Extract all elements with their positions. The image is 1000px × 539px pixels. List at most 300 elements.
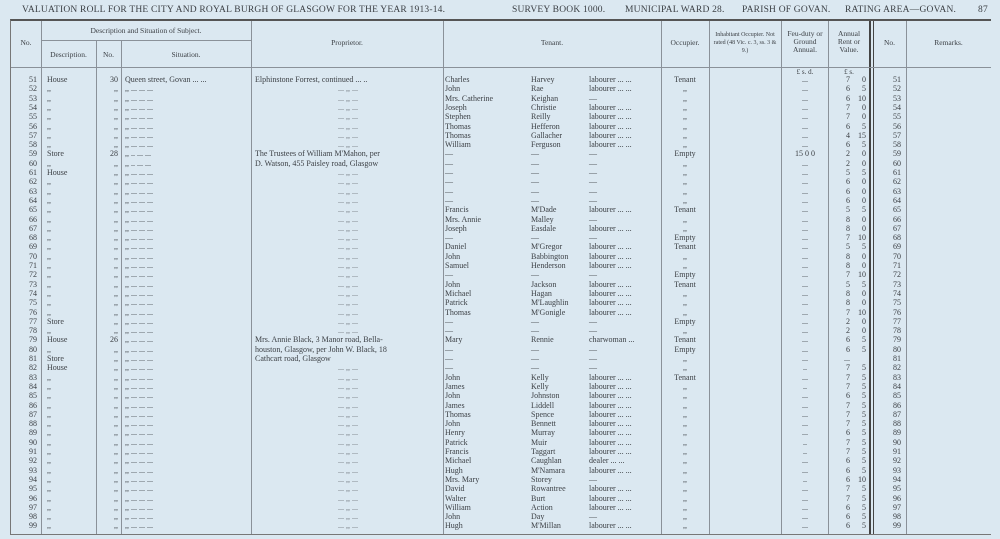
proprietor: ... ,, ... (338, 521, 358, 531)
tenant-surname: Malley (531, 214, 554, 224)
row-number-right: 52 (893, 84, 901, 94)
occupier-status: ,, (683, 474, 687, 484)
tenant-surname: M'Namara (531, 465, 565, 475)
tenant-first-name: James (445, 400, 465, 410)
row-number: 98 (29, 512, 37, 522)
row-number: 74 (29, 288, 37, 298)
feu-duty: .. (803, 474, 807, 484)
row-number: 94 (29, 474, 37, 484)
situation: ,, ... ... ... (125, 316, 153, 326)
row-number-right: 79 (893, 335, 901, 345)
row-number-right: 57 (893, 130, 901, 140)
feu-duty: ... (802, 205, 808, 215)
tenant-occupation: labourer ... ... (589, 465, 632, 475)
description: ,, (47, 428, 51, 438)
situation: ,, ... ... ... (125, 195, 153, 205)
description: ,, (47, 474, 51, 484)
feu-duty: ... (802, 502, 808, 512)
tenant-surname: Kelly (531, 381, 549, 391)
feu-duty: ... (802, 177, 808, 187)
proprietor: ... ,, ... (338, 363, 358, 373)
situation: ,, ... ... ... (125, 428, 153, 438)
rent-pounds: 6 (846, 335, 850, 345)
proprietor: ... ,, ... (338, 419, 358, 429)
rating-area: RATING AREA—GOVAN. (845, 5, 957, 15)
feu-duty: ... (802, 335, 808, 345)
tenant-first-name: Hugh (445, 465, 463, 475)
row-number: 58 (29, 140, 37, 150)
rent-pounds: 6 (846, 195, 850, 205)
description: ,, (47, 372, 51, 382)
tenant-first-name: John (445, 84, 461, 94)
tenant-occupation: — (589, 177, 597, 187)
tenant-surname: Rowantree (531, 484, 566, 494)
row-number-right: 55 (893, 112, 901, 122)
tenant-surname: — (531, 168, 539, 177)
tenant-first-name: — (445, 344, 453, 354)
occupier-status: ,, (683, 363, 687, 373)
row-number: 82 (29, 363, 37, 373)
tenant-first-name: Charles (445, 75, 470, 84)
tenant-first-name: — (445, 270, 453, 280)
occupier-status: ,, (683, 521, 687, 531)
tenant-occupation: — (589, 195, 597, 205)
tenant-first-name: Mary (445, 335, 463, 345)
occupier-status: ,, (683, 391, 687, 401)
rent-pounds: 6 (846, 428, 850, 438)
house-number: ,, (114, 177, 118, 187)
header-feu-duty: Feu-duty or Ground Annual. (787, 29, 823, 54)
house-number: 30 (110, 75, 118, 84)
header-no-right: No. (883, 38, 896, 47)
row-number-right: 69 (893, 242, 901, 252)
row-number-right: 61 (893, 168, 901, 177)
occupier-status: ,, (683, 409, 687, 419)
description: Store (47, 354, 64, 363)
rent-pounds: 6 (846, 465, 850, 475)
tenant-occupation: labourer ... ... (589, 381, 632, 391)
description: ,, (47, 177, 51, 187)
rent-shillings: 0 (862, 102, 866, 112)
occupier-status: ,, (683, 168, 687, 177)
situation: ,, ... ... ... (125, 409, 153, 419)
row-number: 73 (29, 279, 37, 289)
proprietor: ... ,, ... (338, 316, 358, 326)
rent-pounds: 6 (846, 512, 850, 522)
row-number-right: 66 (893, 214, 901, 224)
situation: ,, ... ... ... (125, 279, 153, 289)
house-number: ,, (114, 158, 118, 168)
house-number: ,, (114, 121, 118, 131)
house-number: ,, (114, 140, 118, 150)
rent-shillings: 5 (862, 447, 866, 456)
row-number: 79 (29, 335, 37, 345)
occupier-status: ,, (683, 223, 687, 233)
tenant-surname: — (531, 177, 539, 187)
row-number-right: 98 (893, 512, 901, 522)
proprietor: ... ,, ... (338, 307, 358, 317)
proprietor: ... ,, ... (338, 251, 358, 261)
row-number-right: 77 (893, 316, 901, 326)
tenant-surname: — (531, 233, 539, 243)
description: Store (47, 316, 64, 326)
row-number-right: 68 (893, 233, 901, 243)
tenant-first-name: William (445, 140, 471, 150)
proprietor: ... ,, ... (338, 233, 358, 243)
tenant-first-name: Stephen (445, 112, 471, 122)
situation: ,, ... ... ... (125, 233, 153, 243)
description: ,, (47, 205, 51, 215)
description: ,, (47, 270, 51, 280)
proprietor: ... ,, ... (338, 409, 358, 419)
row-number: 85 (29, 391, 37, 401)
feu-duty: .. (803, 363, 807, 373)
house-number: ,, (114, 447, 118, 456)
row-number-right: 94 (893, 474, 901, 484)
tenant-occupation: labourer ... ... (589, 409, 632, 419)
feu-duty: .. (803, 447, 807, 456)
feu-duty: ... (802, 344, 808, 354)
proprietor: Elphinstone Forrest, continued ... .. (255, 75, 368, 84)
feu-duty: ... (802, 484, 808, 494)
situation: ,, ... ... ... (125, 493, 153, 503)
description: ,, (47, 112, 51, 122)
row-number-right: 63 (893, 186, 901, 196)
row-number-right: 72 (893, 270, 901, 280)
rent-pounds: 6 (846, 177, 850, 187)
row-number: 86 (29, 400, 37, 410)
rent-pounds: 6 (846, 186, 850, 196)
description: ,, (47, 288, 51, 298)
occupier-status: Empty (674, 270, 696, 280)
feu-duty: 15 0 0 (795, 149, 815, 159)
tenant-first-name: Michael (445, 456, 472, 466)
house-number: ,, (114, 437, 118, 447)
tenant-occupation: labourer ... ... (589, 102, 632, 112)
row-number: 80 (29, 344, 37, 354)
rent-pounds: 2 (846, 326, 850, 336)
situation: ,, ... ... ... (125, 447, 153, 456)
tenant-first-name: John (445, 372, 461, 382)
house-number: ,, (114, 428, 118, 438)
description: ,, (47, 223, 51, 233)
tenant-occupation: labourer ... ... (589, 279, 632, 289)
situation: ,, ... ... ... (125, 521, 153, 531)
feu-duty: ... (802, 288, 808, 298)
rent-shillings: 0 (862, 75, 866, 84)
occupier-status: ,, (683, 102, 687, 112)
row-number: 62 (29, 177, 37, 187)
tenant-surname: M'Gregor (531, 242, 563, 252)
description: ,, (47, 465, 51, 475)
description: ,, (47, 214, 51, 224)
situation: ,, ... ... ... (125, 465, 153, 475)
house-number: ,, (114, 279, 118, 289)
situation: ,, ... ... ... (125, 400, 153, 410)
row-number-right: 83 (893, 372, 901, 382)
tenant-surname: Action (531, 502, 553, 512)
situation: ,, ... ... ... (125, 326, 153, 336)
row-number-right: 97 (893, 502, 901, 512)
proprietor: ... ,, ... (338, 465, 358, 475)
row-number: 88 (29, 419, 37, 429)
proprietor: ... ,, ... (338, 326, 358, 336)
situation: ,, ... ... ... (125, 121, 153, 131)
tenant-occupation: labourer ... ... (589, 419, 632, 429)
row-number: 56 (29, 121, 37, 131)
proprietor: ... ,, ... (338, 270, 358, 280)
description: ,, (47, 279, 51, 289)
occupier-status: ,, (683, 326, 687, 336)
house-number: ,, (114, 195, 118, 205)
rent-shillings: 0 (862, 158, 866, 168)
situation: ,, ... ... ... (125, 437, 153, 447)
rent-shillings: 0 (862, 298, 866, 308)
tenant-occupation: — (589, 344, 597, 354)
proprietor: Mrs. Annie Black, 3 Manor road, Bella- (255, 335, 383, 345)
occupier-status: Empty (674, 316, 696, 326)
proprietor: Cathcart road, Glasgow (255, 354, 331, 363)
description: ,, (47, 400, 51, 410)
occupier-status: ,, (683, 512, 687, 522)
proprietor: houston, Glasgow, per John W. Black, 18 (255, 344, 387, 354)
rent-shillings: 5 (862, 484, 866, 494)
feu-duty: ... (802, 158, 808, 168)
tenant-occupation: labourer ... ... (589, 205, 632, 215)
occupier-status: ,, (683, 484, 687, 494)
row-number: 63 (29, 186, 37, 196)
feu-duty: ... (802, 400, 808, 410)
situation: ,, ... ... ... (125, 205, 153, 215)
parish: PARISH OF GOVAN. (742, 5, 831, 15)
feu-duty: ... (802, 261, 808, 270)
row-number-right: 65 (893, 205, 901, 215)
tenant-first-name: Mrs. Catherine (445, 93, 493, 103)
rent-shillings: 0 (862, 112, 866, 122)
house-number: ,, (114, 372, 118, 382)
row-number: 91 (29, 447, 37, 456)
tenant-first-name: Mrs. Annie (445, 214, 481, 224)
proprietor: ... ,, ... (338, 261, 358, 270)
proprietor: The Trustees of William M'Mahon, per (255, 149, 380, 159)
feu-duty: ... (802, 465, 808, 475)
tenant-occupation: labourer ... ... (589, 484, 632, 494)
feu-duty: ... (802, 251, 808, 261)
proprietor: ... ,, ... (338, 177, 358, 187)
row-number: 99 (29, 521, 37, 531)
rent-shillings: 0 (862, 326, 866, 336)
description: ,, (47, 344, 51, 354)
proprietor: ... ,, ... (338, 214, 358, 224)
row-number: 93 (29, 465, 37, 475)
feu-duty: ... (802, 512, 808, 522)
tenant-occupation: — (589, 149, 597, 159)
house-number: ,, (114, 400, 118, 410)
rent-shillings: 0 (862, 186, 866, 196)
tenant-first-name: — (445, 195, 453, 205)
description: ,, (47, 140, 51, 150)
tenant-surname: Hagan (531, 288, 552, 298)
rent-pounds: 7 (846, 400, 850, 410)
tenant-occupation: — (589, 363, 597, 373)
house-number: ,, (114, 316, 118, 326)
rent-pounds: 7 (846, 75, 850, 84)
occupier-status: ,, (683, 428, 687, 438)
rent-shillings: 5 (862, 400, 866, 410)
row-number-right: 92 (893, 456, 901, 466)
rent-shillings: 5 (862, 391, 866, 401)
house-number: ,, (114, 288, 118, 298)
row-number-right: 62 (893, 177, 901, 187)
occupier-status: ,, (683, 419, 687, 429)
tenant-surname: Storey (531, 474, 552, 484)
tenant-first-name: John (445, 391, 461, 401)
row-number-right: 60 (893, 158, 901, 168)
row-number-right: 59 (893, 149, 901, 159)
proprietor: ... ,, ... (338, 84, 358, 94)
tenant-first-name: Francis (445, 447, 469, 456)
tenant-surname: Liddell (531, 400, 555, 410)
feu-duty: ... (802, 112, 808, 122)
house-number: ,, (114, 307, 118, 317)
description: ,, (47, 419, 51, 429)
situation: ,, ... ... ... (125, 391, 153, 401)
proprietor: ... ,, ... (338, 140, 358, 150)
rent-shillings: 5 (862, 121, 866, 131)
row-number: 89 (29, 428, 37, 438)
tenant-occupation: labourer ... ... (589, 112, 632, 122)
description: House (47, 168, 68, 177)
rent-shillings: 10 (858, 93, 866, 103)
rent-pounds: 8 (846, 288, 850, 298)
header-situation: Situation. (171, 50, 201, 59)
feu-duty: ... (802, 223, 808, 233)
description: ,, (47, 409, 51, 419)
feu-duty: ... (802, 130, 808, 140)
proprietor: ... ,, ... (338, 512, 358, 522)
feu-duty: ... (802, 493, 808, 503)
occupier-status: Tenant (674, 75, 696, 84)
house-number: ,, (114, 186, 118, 196)
roll-title: VALUATION ROLL FOR THE CITY AND ROYAL BURGH OF GLASGOW FOR THE YEAR 1913-14. (22, 5, 446, 15)
tenant-occupation: dealer ... ... (589, 456, 625, 466)
description: ,, (47, 186, 51, 196)
row-number: 84 (29, 381, 37, 391)
tenant-occupation: labourer ... ... (589, 521, 632, 531)
row-number-right: 90 (893, 437, 901, 447)
row-number: 95 (29, 484, 37, 494)
rent-shillings: 5 (862, 140, 866, 150)
row-number-right: 56 (893, 121, 901, 131)
situation: ,, ... ... ... (125, 484, 153, 494)
rent-pounds: 7 (846, 419, 850, 429)
tenant-first-name: Patrick (445, 298, 468, 308)
tenant-occupation: labourer ... ... (589, 84, 632, 94)
tenant-surname: Day (531, 512, 545, 522)
feu-duty: ... (802, 233, 808, 243)
proprietor: ... ,, ... (338, 102, 358, 112)
tenant-surname: Keighan (531, 93, 559, 103)
row-number: 83 (29, 372, 37, 382)
tenant-surname: — (531, 326, 539, 336)
rent-shillings: 5 (862, 465, 866, 475)
row-number: 75 (29, 298, 37, 308)
tenant-first-name: Walter (445, 493, 467, 503)
tenant-first-name: — (445, 363, 453, 373)
feu-duty: ... (802, 186, 808, 196)
house-number: 26 (110, 335, 118, 345)
tenant-first-name: Joseph (445, 223, 467, 233)
rent-pounds: 7 (846, 409, 850, 419)
description: ,, (47, 502, 51, 512)
rent-shillings: 5 (862, 205, 866, 215)
occupier-status: Tenant (674, 372, 696, 382)
row-number: 92 (29, 456, 37, 466)
house-number: ,, (114, 502, 118, 512)
tenant-first-name: John (445, 279, 461, 289)
tenant-first-name: James (445, 381, 465, 391)
house-number: ,, (114, 112, 118, 122)
row-number: 53 (29, 93, 37, 103)
rent-shillings: 5 (862, 381, 866, 391)
tenant-surname: Caughlan (531, 456, 562, 466)
rent-pounds: 8 (846, 223, 850, 233)
tenant-surname: Ferguson (531, 140, 561, 150)
rent-pounds: 5 (846, 205, 850, 215)
occupier-status: ,, (683, 465, 687, 475)
proprietor: ... ,, ... (338, 298, 358, 308)
description: ,, (47, 158, 51, 168)
rent-pounds: 7 (846, 437, 850, 447)
situation: ,, ... ... ... (125, 251, 153, 261)
row-number: 61 (29, 168, 37, 177)
house-number: ,, (114, 223, 118, 233)
rent-pounds: ... (844, 354, 850, 363)
proprietor: ... ,, ... (338, 456, 358, 466)
tenant-surname: Kelly (531, 372, 549, 382)
row-number: 78 (29, 326, 37, 336)
tenant-occupation: labourer ... ... (589, 242, 632, 252)
rent-pounds: 8 (846, 298, 850, 308)
header-inhabitant: Inhabitant Occupier. Not rated (48 Vic. c. 3, ss. 3 & 9.) (713, 32, 777, 54)
rent-shillings: 10 (858, 233, 866, 243)
row-number-right: 51 (893, 75, 901, 84)
situation: ,, ... ... ... (125, 372, 153, 382)
feu-duty: ... (802, 214, 808, 224)
tenant-occupation: labourer ... ... (589, 261, 632, 270)
occupier-status: ,, (683, 381, 687, 391)
proprietor: ... ,, ... (338, 474, 358, 484)
rent-pounds: 7 (846, 102, 850, 112)
description: ,, (47, 307, 51, 317)
rent-shillings: 5 (862, 363, 866, 373)
description: ,, (47, 233, 51, 243)
proprietor: ... ,, ... (338, 168, 358, 177)
situation: ,, ... ... ... (125, 512, 153, 522)
tenant-first-name: Henry (445, 428, 465, 438)
row-number-right: 85 (893, 391, 901, 401)
rent-shillings: 5 (862, 168, 866, 177)
house-number: ,, (114, 391, 118, 401)
rent-shillings: 0 (862, 288, 866, 298)
feu-duty: ... (802, 372, 808, 382)
situation: ,, .. ... ... (125, 158, 151, 168)
house-number: ,, (114, 298, 118, 308)
feu-duty: ... (802, 307, 808, 317)
occupier-status: ,, (683, 93, 687, 103)
occupier-status: ,, (683, 251, 687, 261)
header-occupier: Occupier. (670, 38, 700, 47)
